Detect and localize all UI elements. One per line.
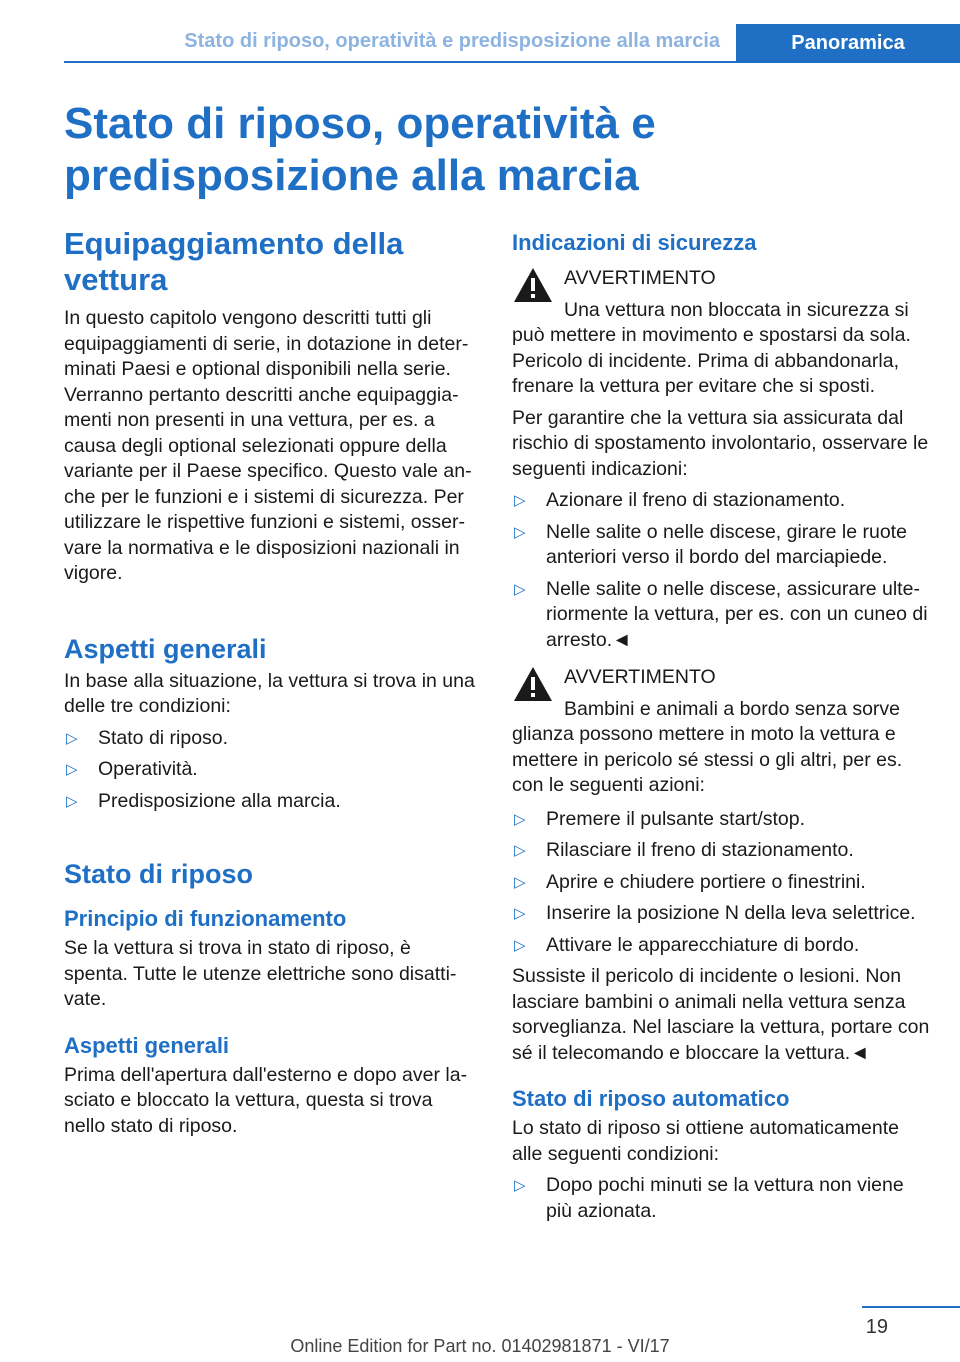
running-header-title: Stato di riposo, operatività e predisposizione alla marcia	[184, 30, 720, 52]
principle-heading: Principio di funzionamento	[64, 906, 347, 931]
rest-general-text: Prima dell'apertura dall'esterno e dopo aver lasciato e bloccato la vettura, questa si trova nello stato di riposo.	[64, 1063, 468, 1137]
triangle-bullet-icon: ▷	[514, 936, 526, 954]
list-item: ▷ Aprire e chiudere portiere o finestrini.	[512, 870, 932, 896]
list-item: ▷ Stato di riposo.	[64, 726, 478, 752]
page-title-line2: predisposizione alla marcia	[64, 151, 639, 200]
safety-list	[512, 488, 932, 653]
auto-rest-list	[512, 1173, 932, 1224]
warning-label: AVVERTIMENTO	[564, 666, 716, 688]
footer-rule	[862, 1306, 960, 1308]
triangle-bullet-icon: ▷	[66, 729, 78, 747]
warning-block	[512, 665, 932, 799]
general-list	[64, 726, 478, 815]
warning-text-first: Una vettura non bloccata in sicurezza si	[564, 298, 909, 321]
warning-label: AVVERTIMENTO	[564, 267, 716, 289]
warning-conclusion: Sussiste il pericolo di incidente o lesioni. Non lasciare bambini o animali nella vettura senza sorveglianza. Nel lasciare la vettura, portare con sé il telecomando e bloccare la vettura.◄	[512, 965, 930, 1064]
list-item: ▷ Nelle salite o nelle discese, girare le ruote anteriori verso il bordo del marciapiede.	[514, 520, 907, 568]
triangle-bullet-icon: ▷	[514, 810, 526, 828]
right-column	[512, 230, 932, 1224]
section-tab: Panoramica	[736, 24, 960, 62]
triangle-bullet-icon: ▷	[66, 792, 78, 810]
general-heading: Aspetti generali	[64, 633, 267, 664]
list-item: ▷ Predisposizione alla marcia.	[64, 789, 478, 815]
warning-block	[512, 266, 932, 400]
left-column	[64, 226, 478, 1139]
safety-text: Per garantire che la vettura sia assicurata dal rischio di spostamento involontario, osservare le seguenti indicazioni:	[512, 406, 929, 480]
auto-rest-text: Lo stato di riposo si ottiene automaticamente alle seguenti condizioni:	[512, 1117, 899, 1165]
triangle-bullet-icon: ▷	[66, 761, 78, 778]
equipment-text: In questo capitolo vengono descritti tutti gli equipaggiamenti di serie, in dotazione in determinati Paesi e optional disponibili nella serie. Verranno pertanto descritti anche equipaggiamenti non presenti in una vettura, per es. a causa degli optional selezionati oppure della variante per il Paese specifico. Questo vale anche per le funzioni e i sistemi di sicurezza. Per utilizzare le rispettive funzioni e sistemi, osservare la normativa e le disposizioni nazionali in vigore.	[64, 307, 472, 584]
warning-text: può mettere in movimento e spostarsi da sola. Pericolo di incidente. Prima di abbandonarla, frenare la vettura per evitare che si sposti.	[512, 324, 911, 397]
triangle-bullet-icon: ▷	[514, 492, 526, 509]
list-item: ▷ Premere il pulsante start/stop.	[512, 807, 932, 833]
warning-actions-list	[512, 807, 932, 959]
triangle-bullet-icon: ▷	[514, 842, 526, 859]
header-rule	[64, 61, 960, 63]
triangle-bullet-icon: ▷	[514, 580, 526, 598]
list-item: ▷ Inserire la posizione N della leva selettrice.	[512, 901, 932, 927]
warning-triangle-icon	[512, 665, 554, 703]
triangle-bullet-icon: ▷	[514, 905, 526, 922]
triangle-bullet-icon: ▷	[514, 523, 526, 541]
triangle-bullet-icon: ▷	[514, 1177, 526, 1194]
triangle-bullet-icon: ▷	[514, 873, 526, 891]
warning-triangle-icon	[512, 266, 554, 304]
footer-edition: Online Edition for Part no. 01402981871 - VI/17	[290, 1336, 670, 1356]
list-item: ▷ Operatività.	[64, 757, 478, 783]
general-text: In base alla situazione, la vettura si trova in una delle tre condizioni:	[64, 669, 475, 717]
list-item: ▷ Nelle salite o nelle discese, assicurare ulteriormente la vettura, per es. con un cuneo di arresto.◄	[514, 577, 928, 651]
page-title-line1: Stato di riposo, operatività e	[64, 99, 656, 148]
warning-text-first: Bambini e animali a bordo senza sorve	[564, 697, 901, 720]
safety-heading: Indicazioni di sicurezza	[512, 230, 757, 255]
rest-general-heading: Aspetti generali	[64, 1032, 230, 1058]
principle-text: Se la vettura si trova in stato di riposo, è spenta. Tutte le utenze elettriche sono disattivate.	[64, 937, 457, 1010]
auto-rest-heading: Stato di riposo automatico	[512, 1086, 790, 1111]
list-item: ▷ Rilasciare il freno di stazionamento.	[512, 838, 932, 864]
list-item: ▷ Attivare le apparecchiature di bordo.	[512, 933, 932, 959]
page-number: 19	[865, 1316, 888, 1338]
list-item: ▷ Azionare il freno di stazionamento.	[512, 488, 932, 514]
equipment-heading: Equipaggiamento della vettura	[64, 226, 404, 297]
list-item: ▷ Dopo pochi minuti se la vettura non viene più azionata.	[514, 1174, 904, 1222]
page-title	[64, 98, 656, 202]
warning-text: glianza possono mettere in moto la vettura e mettere in pericolo sé stessi o gli altri, per es. con le seguenti azioni:	[512, 723, 903, 796]
rest-heading: Stato di riposo	[64, 859, 253, 889]
